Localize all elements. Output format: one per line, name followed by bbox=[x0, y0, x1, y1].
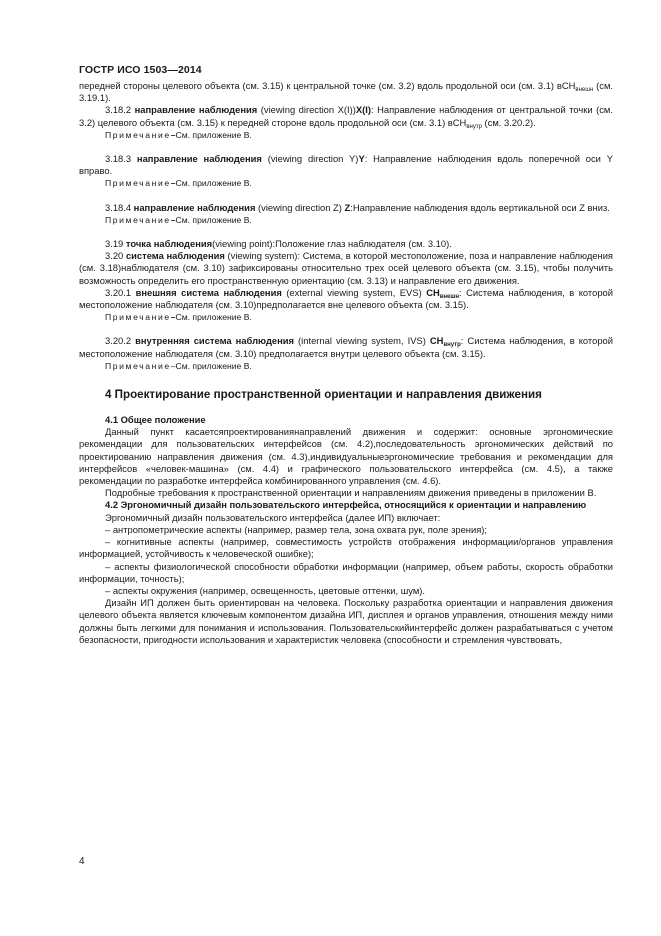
definition-3-18-3: 3.18.3 направление наблюдения (viewing direction Y)Y: Направление наблюдения вдоль поперечной оси Y вправо. bbox=[79, 153, 614, 177]
subsection-4-2-title: 4.2 Эргономичный дизайн пользовательского интерфейса, относящийся к ориентации и направлению bbox=[105, 499, 587, 511]
note: Примечание–См. приложение В. bbox=[105, 178, 252, 189]
paragraph: Дизайн ИП должен быть ориентирован на человека. Поскольку разработка ориентации и направления движения целевого объекта является ключевым компонентом дизайна ИП, дисплея и органов управления, отношения между ними должны быть легкими для понимания и использования. Пользовательскийинтерфейс должен разрабатываться с учетом безопасности, пригодности использования и характеристик человека (способности и стремления чувствовать, bbox=[79, 597, 613, 645]
definition-3-20-2: 3.20.2 внутренняя система наблюдения (internal viewing system, IVS) $СН_{внутр}$: Система наблюдения, в которой местоположение наблюдателя (см. 3.10) предполагается внутри целевого объекта (см. 3.15). bbox=[79, 335, 614, 359]
definition-3-20: 3.20 система наблюдения (viewing system): Система, в которой местоположение, поза и направление наблюдения (см. 3.18)наблюдателя (см. 3.10) зафиксированы относительно трех осей целевого объекта (см. 3.15), чтобы получить возможность определить его пространственную ориентацию (см. 3.13) и направление его движения. bbox=[79, 250, 614, 286]
definition-3-18-2: 3.18.2 направление наблюдения (viewing direction X(I))X(I): Направление наблюдения от центральной точки (см. 3.2) целевого объекта (см. 3.15) к передней стороне вдоль продольной оси (см. 3.1) вСН$_{внутр}$ (см. 3.20.2). bbox=[79, 104, 613, 130]
note: Примечание–См. приложение В. bbox=[105, 312, 252, 323]
definition-3-18-4: 3.18.4 направление наблюдения (viewing direction Z) Z:Направление наблюдения вдоль вертикальной оси Z вниз. bbox=[105, 201, 610, 213]
document-header: ГОСТР ИСО 1503—2014 bbox=[79, 64, 202, 76]
list-item: – когнитивные аспекты (например, совместимость устройств отображения информации/органов управления информацией, устойчивость к человеческой ошибке); bbox=[79, 536, 613, 560]
subsection-4-1-title: 4.1 Общее положение bbox=[105, 414, 206, 426]
definition-3-19: 3.19 точка наблюдения(viewing point):Положение глаз наблюдателя (см. 3.10). bbox=[105, 238, 452, 250]
list-item: – антропометрические аспекты (например, размер тела, зона охвата рук, поле зрения); bbox=[105, 523, 488, 535]
list-item: – аспекты физиологической способности обработки информации (например, объем работы, скорость обработки информации, точность); bbox=[79, 560, 613, 584]
note: Примечание–См. приложение В. bbox=[105, 360, 252, 371]
paragraph: Данный пункт касаетсяпроектированиянаправлений движения и содержит: основные эргономические рекомендации для пользовательских интерфейсов (см. 4.2),последовательность эргономических действий по проектированию направления движения (см. 4.3),индивидуальныеэргономические требования и рекомендации для интерфейсов «человек-машина» (см. 4.4) и графического пользовательского интерфейса (см. 4.5), а также рекомендации по разработке интерфейса комбинированного управления (см. 4.6). bbox=[79, 426, 613, 487]
note: Примечание–См. приложение В. bbox=[105, 129, 252, 140]
paragraph-continuation: передней стороны целевого объекта (см. 3.15) к центральной точке (см. 3.2) вдоль продольной оси (см. 3.1) вСН$_{внешн}$ (см. 3.19.1). bbox=[79, 80, 613, 104]
document-body bbox=[79, 80, 613, 646]
paragraph: Эргономичный дизайн пользовательского интерфейса (далее ИП) включает: bbox=[105, 511, 441, 523]
section-4-title: 4 Проектирование пространственной ориентации и направления движения bbox=[105, 388, 542, 402]
list-item: – аспекты окружения (например, освещенность, цветовые оттенки, шум). bbox=[105, 584, 426, 596]
page-number: 4 bbox=[79, 856, 85, 867]
definition-3-20-1: 3.20.1 внешняя система наблюдения (external viewing system, EVS) $СН_{внешн}$: Система наблюдения, в которой местоположение наблюдателя (см. 3.10)предполагается вне целевого объекта (см. 3.15). bbox=[79, 286, 613, 311]
paragraph: Подробные требования к пространственной ориентации и направлениям движения приведены в приложении В. bbox=[105, 487, 597, 499]
note: Примечание–См. приложение В. bbox=[105, 214, 252, 225]
